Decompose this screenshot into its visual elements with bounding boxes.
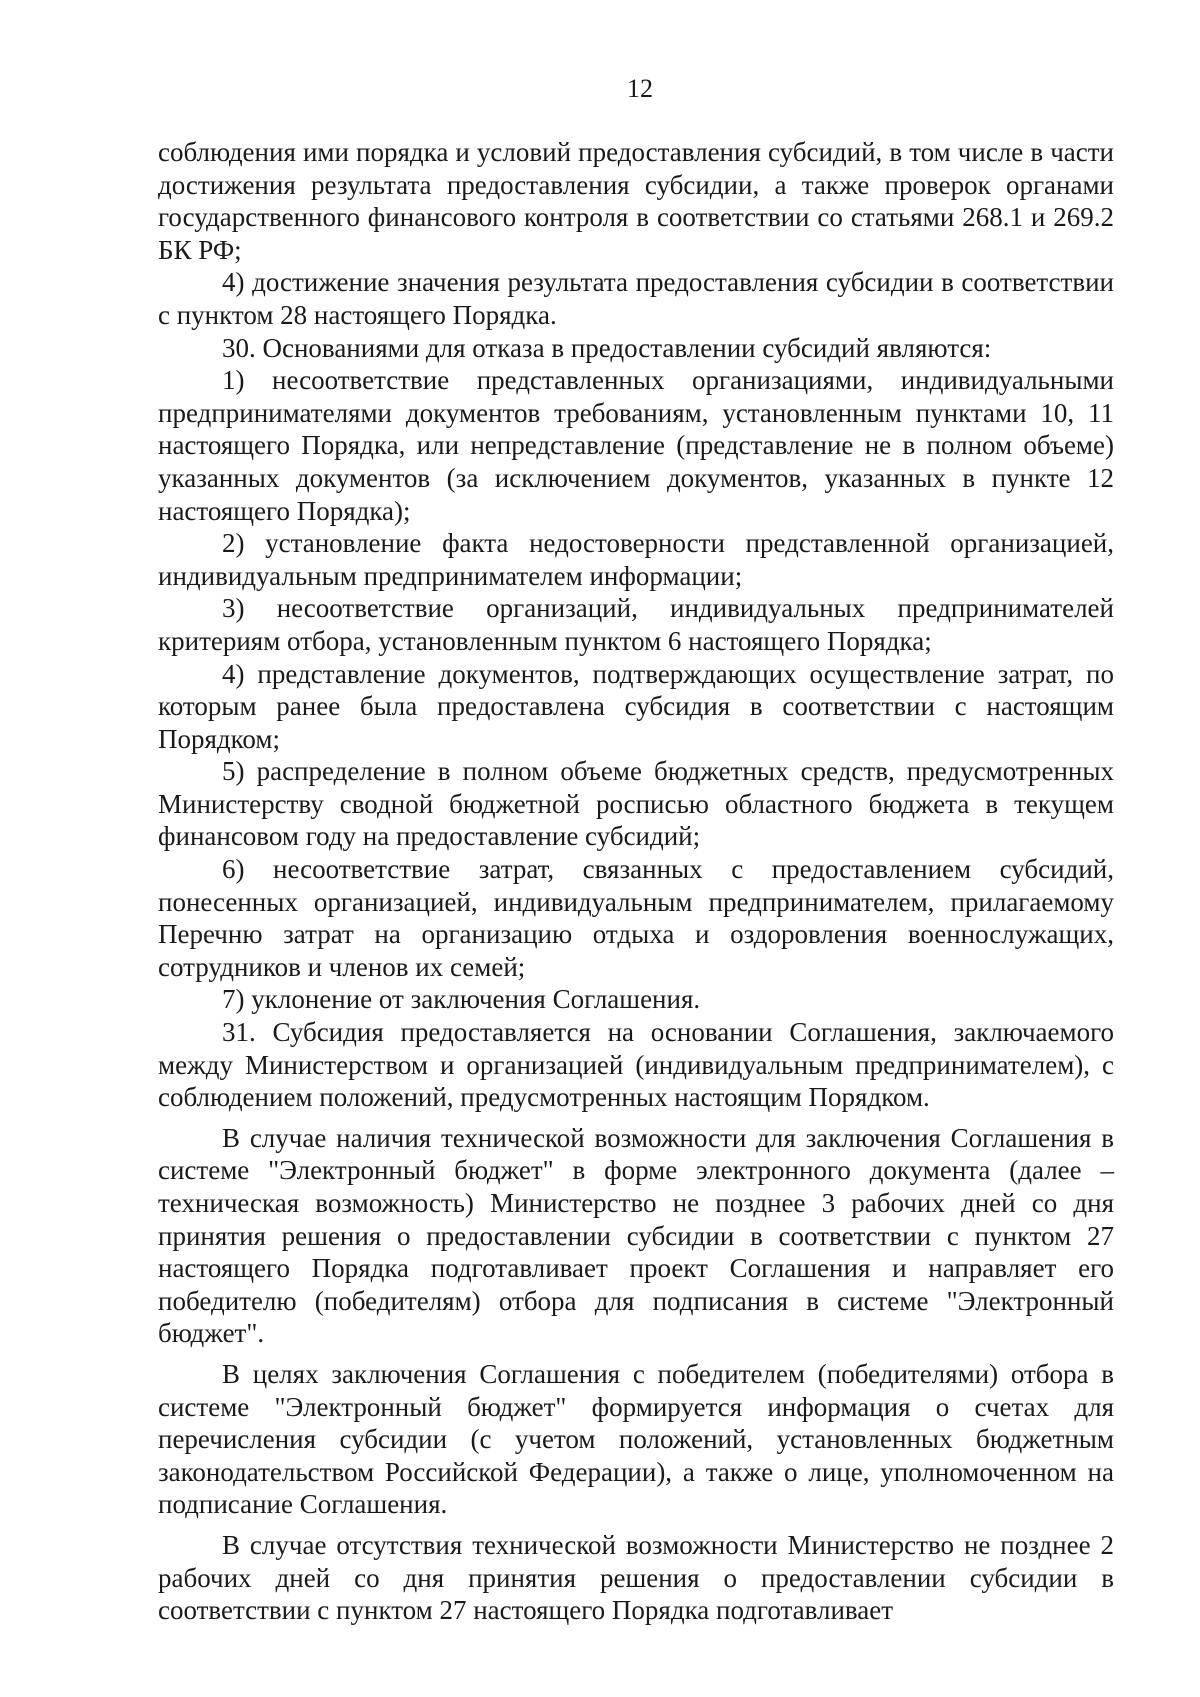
paragraph-item-4: 4) достижение значения результата предоставления субсидии в соответствии с пунктом 28 настоящего Порядка.	[158, 267, 1114, 330]
paragraph-no-technical-possibility: В случае отсутствия технической возможности Министерство не позднее 2 рабочих дней со дня принятия решения о предоставлении субсидии в соответствии с пунктом 27 настоящего Порядка подготавливает	[158, 1529, 1114, 1626]
paragraph-section-30: 30. Основаниями для отказа в предоставлении субсидий являются:	[222, 332, 992, 363]
paragraph-refusal-1: 1) несоответствие представленных организациями, индивидуальными предпринимателями документов требованиям, установленным пунктами 10, 11 настоящего Порядка, или непредставление (представление не в полном объеме) указанных документов (за исключением документов, указанных в пункте 12 настоящего Порядка);	[158, 365, 1114, 526]
paragraph-refusal-4: 4) представление документов, подтверждающих осуществление затрат, по которым ранее была предоставлена субсидия в соответствии с настоящим Порядком;	[158, 658, 1114, 754]
paragraph-section-31: 31. Субсидия предоставляется на основании Соглашения, заключаемого между Министерством и организацией (индивидуальным предпринимателем), с соблюдением положений, предусмотренных настоящим Порядком.	[158, 1017, 1114, 1113]
paragraph-refusal-2: 2) установление факта недостоверности представленной организацией, индивидуальным предпринимателем информации;	[158, 528, 1114, 591]
paragraph-refusal-7: 7) уклонение от заключения Соглашения.	[222, 984, 701, 1015]
paragraph-refusal-6: 6) несоответствие затрат, связанных с предоставлением субсидий, понесенных организацией, индивидуальным предпринимателем, прилагаемому Перечню затрат на организацию отдыха и оздоровления военнослужащих, сотрудников и членов их семей;	[158, 854, 1114, 982]
paragraph-electronic-budget: В целях заключения Соглашения с победителем (победителями) отбора в системе "Электронный бюджет" формируется информация о счетах для перечисления субсидии (с учетом положений, установленных бюджетным законодательством Российской Федерации), а также о лице, уполномоченном на подписание Соглашения.	[158, 1358, 1114, 1520]
paragraph-refusal-5: 5) распределение в полном объеме бюджетных средств, предусмотренных Министерству сводной бюджетной росписью областного бюджета в текущем финансовом году на предоставление субсидий;	[158, 756, 1114, 852]
paragraph-technical-possibility: В случае наличия технической возможности для заключения Соглашения в системе "Электронный бюджет" в форме электронного документа (далее – техническая возможность) Министерство не позднее 3 рабочих дней со дня принятия решения о предоставлении субсидии в соответствии с пунктом 27 настоящего Порядка подготавливает проект Соглашения и направляет его победителю (победителям) отбора для подписания в системе "Электронный бюджет".	[158, 1122, 1114, 1349]
paragraph-refusal-3: 3) несоответствие организаций, индивидуальных предпринимателей критериям отбора, установленным пунктом 6 настоящего Порядка;	[158, 593, 1114, 656]
page-number: 12	[627, 74, 653, 103]
document-body	[158, 136, 1114, 1627]
paragraph-continuation: соблюдения ими порядка и условий предоставления субсидий, в том числе в части достижения результата предоставления субсидии, а также проверок органами государственного финансового контроля в соответствии со статьями 268.1 и 269.2 БК РФ;	[158, 137, 1114, 265]
